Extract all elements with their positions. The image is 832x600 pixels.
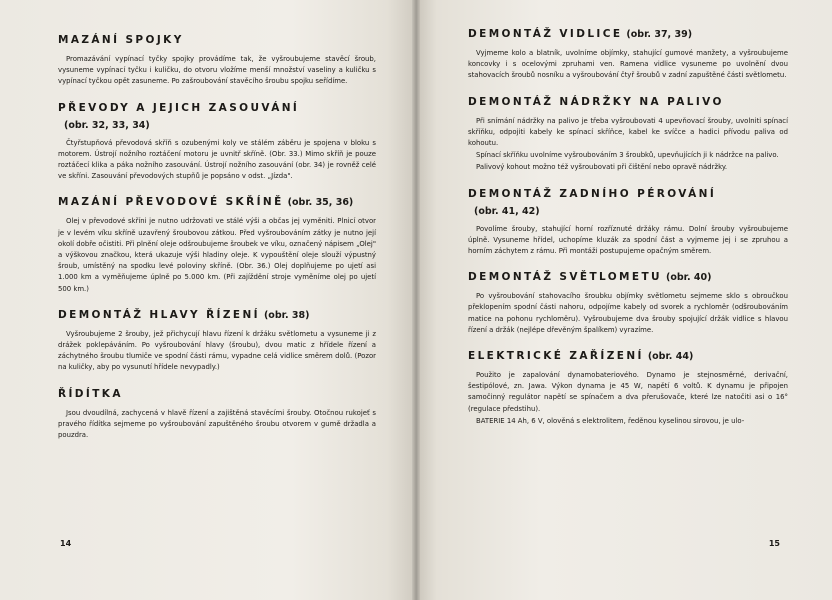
- paragraph: Povolíme šrouby, stahující horní rozříznuté držáky rámu. Dolní šrouby vyšroubujeme úplně. Vysuneme hřídel, uchopíme kluzák za spodní část a vyjmeme jej i se zpruhou a horním záchytem z rámu. Při montáži postupujeme opačným směrem.: [468, 224, 788, 256]
- figure-reference: (obr. 37, 39): [626, 29, 693, 40]
- section-heading: DEMONTÁŽ HLAVY ŘÍZENÍ: [58, 308, 260, 321]
- section-demontaz-vidlice: [468, 28, 788, 82]
- section-demontaz-zadniho-perovani: [468, 188, 788, 258]
- section-prevody: [58, 102, 376, 183]
- section-heading: ELEKTRICKÉ ZAŘÍZENÍ: [468, 350, 644, 363]
- paragraph: Promazávání vypínací tyčky spojky provádíme tak, že vyšroubujeme stavěcí šroub, vysuneme vypínací tyčku i kuličku, do otvoru vložíme menší množství vaseliny a kuličku s vypínací tyčkou opět zasuneme. Po zašroubování stavěcího šroubu spojku seřídíme.: [58, 55, 376, 86]
- section-heading: MAZÁNÍ PŘEVODOVÉ SKŘÍNĚ: [58, 196, 284, 209]
- figure-reference: (obr. 40): [665, 272, 712, 284]
- figure-reference: (obr. 41, 42): [474, 205, 540, 217]
- paragraph: BATERIE 14 Ah, 6 V, olověná s elektrolitem, ředěnou kyselinou sirovou, je ulo-: [476, 416, 745, 425]
- section-heading-row: [468, 28, 788, 40]
- section-heading: DEMONTÁŽ VIDLICE: [468, 28, 623, 40]
- page-number: 14: [60, 539, 72, 548]
- paragraph: Čtyřstupňová převodová skříň s ozubenými koly ve stálém záběru je spojena v bloku s motorem. Ústrojí nožního roztáčení motoru je uvnitř skříně. (Obr. 33.) Mimo skříň je pouze roztáčecí klika a páka nožního zasouvání. Ústrojí nožního zasouvání (obr. 34) je rovněž celé ve skříni. Zasouvání převodových stupňů je popsáno v odst. „Jízda".: [58, 138, 376, 181]
- section-demontaz-hlavy-rizeni: [58, 309, 376, 374]
- section-heading: DEMONTÁŽ ZADNÍHO PÉROVÁNÍ: [468, 187, 717, 200]
- section-heading: ŘÍDÍTKA: [58, 387, 123, 400]
- figure-reference: (obr. 32, 33, 34): [64, 119, 150, 131]
- section-demontaz-svetlometu: [468, 271, 788, 336]
- paragraph: Jsou dvoudílná, zachycená v hlavě řízení a zajištěná stavěcími šrouby. Otočnou rukojeť s pravého řídítka sejmeme po vyšroubování zapuštěného šroubu otvorem v gumě držadla a pouzdra.: [58, 408, 376, 440]
- section-mazani-prevodove-skrine: [58, 196, 376, 294]
- paragraph: Palivový kohout možno též vyšroubovati při čištění nebo opravě nádržky.: [476, 163, 728, 172]
- paragraph: Vyjmeme kolo a blatník, uvolníme objímky, stahující gumové manžety, a vyšroubujeme koncovky i s ocelovými zpruhami ven. Ramena vidlice vysuneme po uvolnění dvou stahovacích šroubů nosníku a vyšroubování čtyř šroubů v zadní zapuštěné části světlometu.: [468, 49, 788, 80]
- section-demontaz-nadrzky: [468, 96, 788, 174]
- section-heading: DEMONTÁŽ NÁDRŽKY NA PALIVO: [468, 95, 724, 108]
- paragraph: Použito je zapalování dynamobateriového. Dynamo je stejnosměrné, derivační, šestipólové, zn. Jawa. Výkon dynama je 45 W, napětí 6 voltů. K dynamu je připojen samočinný regulátor napětí se spínačem a dva přerušovače, které lze natočiti asi o 16° (regulace předstihu).: [468, 371, 788, 413]
- section-heading-row: [468, 350, 788, 362]
- paragraph: Po vyšroubování stahovacího šroubku objímky světlometu sejmeme sklo s obroučkou překlopením spodní části nahoru, odpojíme kabely od svorek a rychloměr (odšroubováním matice na pohonu rychloměru). Vyšroubujeme dva šrouby spojující držák vidlice s hlavou řízení a držák (nejlépe dřevěným špalíkem) vyrazíme.: [468, 292, 788, 334]
- figure-reference: (obr. 38): [263, 309, 310, 321]
- paragraph: Spínací skříňku uvolníme vyšroubováním 3 šroubků, upevňujících ji k nádržce na palivo.: [476, 151, 779, 160]
- book-spine: [412, 0, 420, 600]
- paragraph: Při snímání nádržky na palivo je třeba vyšroubovati 4 upevňovací šrouby, uvolniti spínací skříňku, odpojiti kabely ke spínací skříňce, kabel ke svíčce a hadici přívodu paliva od kohoutu.: [468, 116, 788, 148]
- paragraph: Olej v převodové skříni je nutno udržovati ve stálé výši a občas jej vyměniti. Plnicí otvor je v levém víku skříně uzavřený šroubovou zátkou. Před vyšroubováním zátky je nutno její okolí dobře očistiti. Při plnění oleje odšroubujeme šroubek ve víku, označený nápisem „Olej" a výškovou značkou, která ukazuje výši hladiny oleje. K vypouštění oleje slouží výpustný šroub, umístěný na spodku levé poloviny skříně. (Obr. 36.) Olej doplňujeme po ujetí asi 1.000 km a vyměňujeme úplně po 5.000 km. (Při zajíždění stroje vyměníme olej po ujetí 500 km.): [58, 217, 376, 293]
- figure-reference: (obr. 35, 36): [287, 197, 354, 209]
- right-page: [416, 0, 832, 600]
- paragraph: Vyšroubujeme 2 šrouby, jež přichycují hlavu řízení k držáku světlometu a vysuneme ji z drážek poklepáváním. Po vyšroubování hlavy (šroubu), dvou matic z hřídele řízení a záchytného šroubu tlumiče ve spodní části rámu, vypadne celá vidlice směrem dolů. (Pozor na kuličky, aby po vysunutí hřídele nevypadly.): [58, 329, 376, 372]
- section-heading-row: [58, 309, 376, 321]
- section-heading: DEMONTÁŽ SVĚTLOMETU: [468, 271, 662, 284]
- section-heading-row: [468, 271, 788, 283]
- section-mazani-spojky: [58, 34, 376, 88]
- figure-reference: (obr. 44): [647, 351, 694, 363]
- section-heading: PŘEVODY A JEJICH ZASOUVÁNÍ: [58, 101, 300, 114]
- section-heading: MAZÁNÍ SPOJKY: [58, 34, 184, 46]
- section-riditka: [58, 388, 376, 442]
- page-number: 15: [768, 539, 780, 548]
- section-elektricke-zarizeni: [468, 350, 788, 427]
- section-heading-row: [58, 196, 376, 208]
